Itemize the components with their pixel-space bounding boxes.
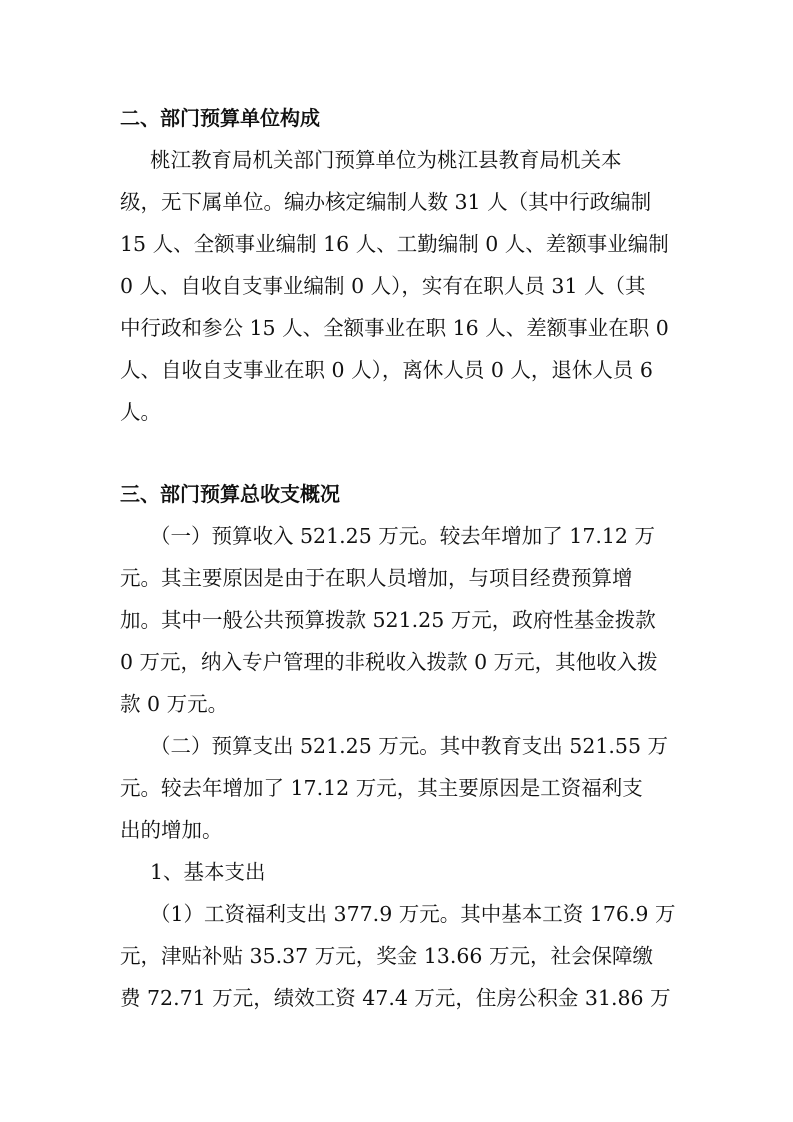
paragraph-line: 桃江教育局机关部门预算单位为桃江县教育局机关本 (150, 148, 622, 172)
paragraph-line: （一）预算收入 521.25 万元。较去年增加了 17.12 万 (150, 524, 655, 548)
subheading-basic-expenditure: 1、基本支出 (150, 860, 266, 884)
section-heading-budget-overview: 三、部门预算总收支概况 (120, 482, 340, 506)
paragraph-line: 费 72.71 万元，绩效工资 47.4 万元，住房公积金 31.86 万 (120, 986, 671, 1010)
paragraph-line: 15 人、全额事业编制 16 人、工勤编制 0 人、差额事业编制 (120, 232, 669, 256)
paragraph-line: 款 0 万元。 (120, 692, 229, 716)
paragraph-line: 元。其主要原因是由于在职人员增加，与项目经费预算增 (120, 566, 633, 590)
paragraph-line: 人、自收自支事业在职 0 人），离休人员 0 人，退休人员 6 (120, 358, 653, 382)
paragraph-line: （二）预算支出 521.25 万元。其中教育支出 521.55 万 (150, 734, 669, 758)
paragraph-line: 元，津贴补贴 35.37 万元，奖金 13.66 万元，社会保障缴 (120, 944, 653, 968)
paragraph-line: 中行政和参公 15 人、全额事业在职 16 人、差额事业在职 0 (120, 316, 669, 340)
paragraph-line: 加。其中一般公共预算拨款 521.25 万元，政府性基金拨款 (120, 608, 656, 632)
section-heading-budget-units: 二、部门预算单位构成 (120, 106, 320, 130)
paragraph-line: （1）工资福利支出 377.9 万元。其中基本工资 176.9 万 (150, 902, 676, 926)
paragraph-line: 级，无下属单位。编办核定编制人数 31 人（其中行政编制 (120, 190, 652, 214)
paragraph-line: 人。 (120, 400, 161, 424)
paragraph-line: 0 万元，纳入专户管理的非税收入拨款 0 万元，其他收入拨 (120, 650, 658, 674)
paragraph-line: 元。较去年增加了 17.12 万元，其主要原因是工资福利支 (120, 776, 643, 800)
paragraph-line: 0 人、自收自支事业编制 0 人），实有在职人员 31 人（其 (120, 274, 646, 298)
paragraph-line: 出的增加。 (120, 818, 223, 842)
